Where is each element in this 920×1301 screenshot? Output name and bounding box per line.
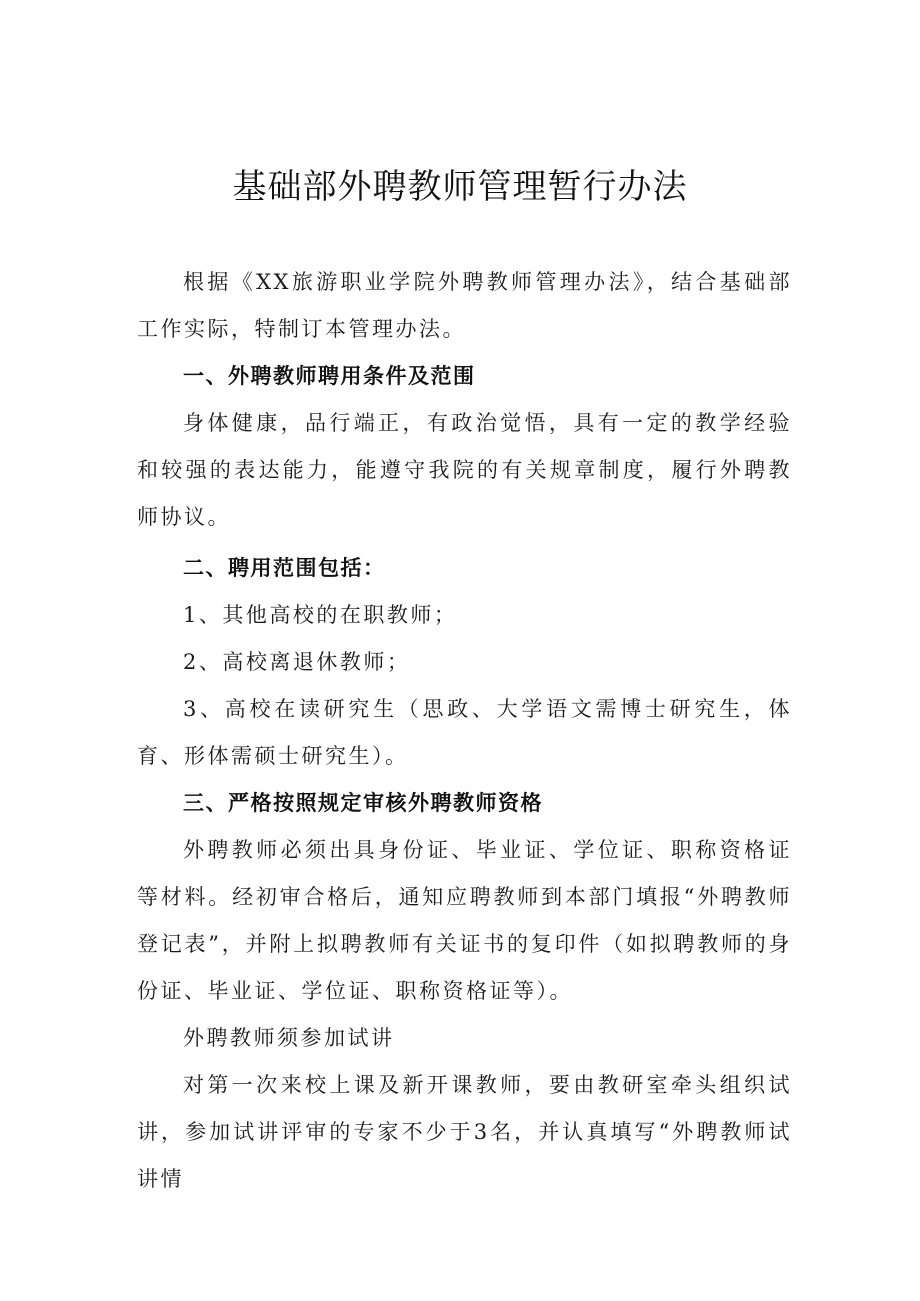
section-1-paragraph: 身体健康，品行端正，有政治觉悟，具有一定的教学经验和较强的表达能力，能遵守我院的有关规章制度，履行外聘教师协议。 <box>137 411 792 529</box>
document-body <box>137 259 792 1203</box>
intro-paragraph: 根据《XX旅游职业学院外聘教师管理办法》，结合基础部工作实际，特制订本管理办法。 <box>137 270 792 341</box>
section-1-heading: 一、外聘教师聘用条件及范围 <box>183 364 476 388</box>
section-3-paragraph: 外聘教师必须出具身份证、毕业证、学位证、职称资格证等材料。经初审合格后，通知应聘教师到本部门填报“外聘教师登记表”，并附上拟聘教师有关证书的复印件（如拟聘教师的身份证、毕业证、学位证、职称资格证等）。 <box>137 838 792 1003</box>
section-2-heading: 二、聘用范围包括： <box>183 556 386 580</box>
trial-paragraph: 对第一次来校上课及新开课教师，要由教研室牵头组织试讲，参加试讲评审的专家不少于3名，并认真填写“外聘教师试讲情 <box>137 1073 792 1191</box>
list-item: 3、高校在读研究生（思政、大学语文需博士研究生，体育、形体需硕士研究生）。 <box>137 697 792 768</box>
list-item: 2、高校离退休教师； <box>183 650 411 674</box>
list-item: 1、其他高校的在职教师； <box>183 603 458 627</box>
section-3-heading: 三、严格按照规定审核外聘教师资格 <box>183 791 543 815</box>
trial-heading: 外聘教师须参加试讲 <box>183 1026 395 1050</box>
document-title: 基础部外聘教师管理暂行办法 <box>232 167 688 207</box>
